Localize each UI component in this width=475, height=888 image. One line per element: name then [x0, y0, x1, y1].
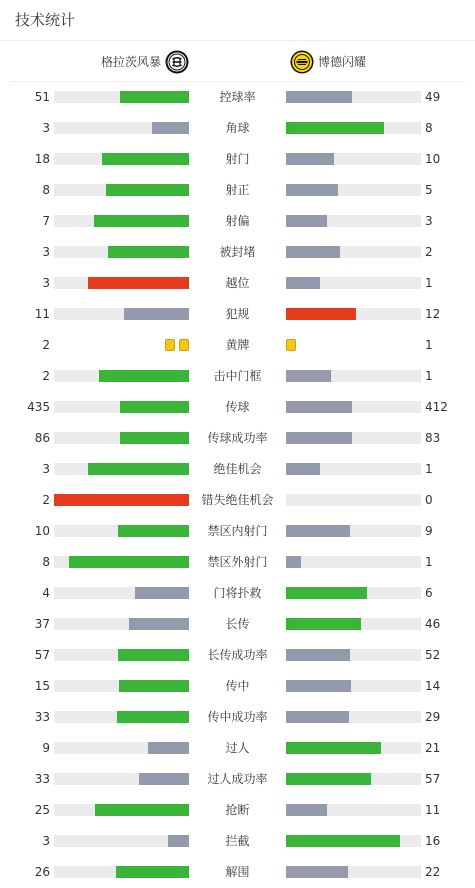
stat-label: 门将扑救: [213, 586, 262, 600]
away-stat-value: 0: [425, 493, 433, 507]
yellow-card-icon: [165, 339, 175, 351]
bodo-glimt-badge-icon: [290, 50, 314, 74]
away-stat-value: 12: [425, 307, 441, 321]
away-stat-bar: [286, 153, 421, 165]
home-stat-bar: [54, 680, 189, 692]
away-stat-bar-fill: [286, 370, 331, 382]
away-stat-value: 3: [425, 214, 433, 228]
home-stat-bar: [54, 804, 189, 816]
home-stat-value: 2: [42, 369, 50, 383]
away-stat-bar-fill: [286, 277, 320, 289]
home-stat-bar-fill: [99, 370, 189, 382]
home-stat-value: 3: [42, 276, 50, 290]
away-stat-bar-fill: [286, 587, 367, 599]
home-stat-bar-fill: [120, 91, 189, 103]
home-stat-bar: [54, 122, 189, 134]
stat-label: 禁区外射门: [207, 555, 268, 569]
away-stat-bar: [286, 401, 421, 413]
away-team[interactable]: [290, 48, 366, 76]
home-stat-bar-fill: [139, 773, 189, 785]
home-stat-value: 3: [42, 462, 50, 476]
away-stat-value: 83: [425, 431, 441, 445]
away-stat-bar: [286, 711, 421, 723]
stat-label: 角球: [225, 121, 250, 135]
away-stat-bar-fill: [286, 122, 384, 134]
home-stat-value: 15: [34, 679, 50, 693]
stat-row: [0, 454, 475, 485]
away-stat-bar-fill: [286, 742, 381, 754]
away-yellow-cards: [286, 339, 296, 351]
away-stat-bar: [286, 556, 421, 568]
stat-label: 传中成功率: [207, 710, 268, 724]
stat-label: 射正: [225, 183, 250, 197]
home-stat-bar: [54, 773, 189, 785]
away-stat-bar-fill: [286, 773, 371, 785]
stat-row: [0, 795, 475, 826]
home-stat-bar: [54, 184, 189, 196]
stat-label: 长传成功率: [207, 648, 268, 662]
away-stat-bar: [286, 184, 421, 196]
home-stat-bar-fill: [135, 587, 189, 599]
stat-label: 犯规: [225, 307, 250, 321]
away-stat-value: 1: [425, 555, 433, 569]
stat-row: [0, 423, 475, 454]
stat-label: 长传: [225, 617, 250, 631]
stat-label: 射偏: [225, 214, 250, 228]
home-stat-value: 51: [34, 90, 50, 104]
away-stat-bar-fill: [286, 525, 350, 537]
home-stat-value: 33: [34, 710, 50, 724]
stat-label: 控球率: [219, 90, 256, 104]
away-stat-bar: [286, 215, 421, 227]
away-stat-value: 29: [425, 710, 441, 724]
away-stat-bar-fill: [286, 153, 334, 165]
home-stat-value: 25: [34, 803, 50, 817]
home-stat-value: 3: [42, 834, 50, 848]
stat-label: 解围: [225, 865, 250, 879]
home-stat-bar: [54, 711, 189, 723]
home-stat-bar-fill: [124, 308, 189, 320]
home-stat-bar-fill: [54, 494, 189, 506]
away-stat-bar: [286, 122, 421, 134]
home-stat-bar-fill: [116, 866, 189, 878]
away-stat-value: 1: [425, 369, 433, 383]
home-stat-bar-fill: [152, 122, 189, 134]
away-stat-bar-fill: [286, 91, 352, 103]
home-stat-bar: [54, 835, 189, 847]
away-stat-bar-fill: [286, 246, 340, 258]
yellow-card-icon: [179, 339, 189, 351]
home-stat-bar-fill: [119, 680, 189, 692]
away-stat-bar: [286, 370, 421, 382]
stat-label: 传球: [225, 400, 250, 414]
away-stat-bar: [286, 587, 421, 599]
home-stat-bar-fill: [106, 184, 189, 196]
away-stat-value: 16: [425, 834, 441, 848]
home-stat-bar-fill: [129, 618, 189, 630]
home-stat-bar: [54, 494, 189, 506]
home-stat-bar-fill: [108, 246, 189, 258]
away-stat-value: 1: [425, 276, 433, 290]
home-stat-bar: [54, 432, 189, 444]
stat-row: [0, 206, 475, 237]
away-stat-bar: [286, 494, 421, 506]
away-stat-bar-fill: [286, 215, 327, 227]
stat-label: 越位: [225, 276, 250, 290]
home-stat-bar-fill: [118, 525, 189, 537]
stat-label: 黄牌: [225, 338, 250, 352]
away-stat-bar-fill: [286, 308, 356, 320]
away-team-name: 博德闪耀: [318, 55, 367, 69]
away-stat-bar: [286, 308, 421, 320]
stat-row: [0, 640, 475, 671]
home-stat-value: 10: [34, 524, 50, 538]
away-stat-bar: [286, 649, 421, 661]
away-stat-value: 1: [425, 338, 433, 352]
stat-row: [0, 702, 475, 733]
home-stat-bar: [54, 866, 189, 878]
home-stat-bar: [54, 556, 189, 568]
away-stat-value: 9: [425, 524, 433, 538]
stat-row: [0, 547, 475, 578]
home-stat-value: 9: [42, 741, 50, 755]
away-stat-bar-fill: [286, 649, 350, 661]
away-stat-value: 22: [425, 865, 441, 879]
away-stat-bar-fill: [286, 804, 327, 816]
away-stat-bar: [286, 773, 421, 785]
home-stat-bar: [54, 587, 189, 599]
stat-row: [0, 113, 475, 144]
stat-row: [0, 764, 475, 795]
home-stat-bar: [54, 215, 189, 227]
home-yellow-cards: [165, 339, 189, 351]
stat-label: 射门: [225, 152, 250, 166]
stat-row: [0, 857, 475, 888]
stat-row: [0, 330, 475, 361]
stat-row: [0, 485, 475, 516]
home-stat-value: 3: [42, 121, 50, 135]
home-stat-bar: [54, 525, 189, 537]
stat-label: 拦截: [225, 834, 250, 848]
away-stat-bar-fill: [286, 680, 351, 692]
page-title: 技术统计: [15, 11, 76, 29]
stat-label: 抢断: [225, 803, 250, 817]
home-stat-bar-fill: [118, 649, 189, 661]
stat-row: [0, 516, 475, 547]
away-stat-bar-fill: [286, 835, 400, 847]
away-stat-bar: [286, 804, 421, 816]
away-stat-bar: [286, 866, 421, 878]
home-team-name: 格拉茨风暴: [100, 55, 161, 69]
away-stat-bar-fill: [286, 184, 338, 196]
home-stat-bar: [54, 742, 189, 754]
stats-list: [0, 82, 475, 888]
home-stat-bar: [54, 401, 189, 413]
away-stat-value: 14: [425, 679, 441, 693]
home-stat-bar-fill: [102, 153, 189, 165]
away-stat-bar: [286, 680, 421, 692]
home-stat-bar: [54, 463, 189, 475]
home-stat-value: 2: [42, 338, 50, 352]
away-stat-bar-fill: [286, 556, 301, 568]
home-stat-value: 57: [34, 648, 50, 662]
away-stat-bar-fill: [286, 401, 352, 413]
away-stat-value: 5: [425, 183, 433, 197]
home-stat-value: 33: [34, 772, 50, 786]
away-stat-value: 49: [425, 90, 441, 104]
away-stat-value: 46: [425, 617, 441, 631]
stat-row: [0, 268, 475, 299]
away-stat-value: 2: [425, 245, 433, 259]
stat-label: 传球成功率: [207, 431, 268, 445]
away-stat-bar: [286, 525, 421, 537]
home-stat-bar-fill: [117, 711, 189, 723]
stat-row: [0, 609, 475, 640]
home-stat-bar-fill: [88, 463, 189, 475]
away-stat-bar: [286, 618, 421, 630]
away-stat-value: 11: [425, 803, 441, 817]
away-stat-bar: [286, 463, 421, 475]
home-stat-bar: [54, 277, 189, 289]
home-stat-value: 11: [34, 307, 50, 321]
stat-row: [0, 82, 475, 113]
stat-label: 绝佳机会: [213, 462, 262, 476]
stat-label: 禁区内射门: [207, 524, 268, 538]
away-stat-bar: [286, 277, 421, 289]
away-stat-value: 57: [425, 772, 441, 786]
away-stat-bar-fill: [286, 711, 349, 723]
away-stat-bar-fill: [286, 866, 348, 878]
home-stat-value: 8: [42, 183, 50, 197]
yellow-card-icon: [286, 339, 296, 351]
sturm-graz-badge-icon: [165, 50, 189, 74]
stat-row: [0, 392, 475, 423]
stat-row: [0, 733, 475, 764]
away-stat-bar: [286, 91, 421, 103]
away-stat-value: 21: [425, 741, 441, 755]
home-stat-bar-fill: [95, 804, 189, 816]
home-stat-bar-fill: [94, 215, 189, 227]
stat-row: [0, 578, 475, 609]
team-header: [0, 48, 475, 76]
stat-row: [0, 237, 475, 268]
home-stat-bar: [54, 370, 189, 382]
home-stat-value: 37: [34, 617, 50, 631]
away-stat-value: 8: [425, 121, 433, 135]
stat-row: [0, 671, 475, 702]
away-stat-bar: [286, 742, 421, 754]
away-stat-value: 1: [425, 462, 433, 476]
home-stat-value: 435: [27, 400, 50, 414]
home-stat-bar: [54, 649, 189, 661]
title-divider: [0, 40, 475, 41]
home-stat-value: 8: [42, 555, 50, 569]
stat-row: [0, 826, 475, 857]
home-stat-bar-fill: [168, 835, 189, 847]
stat-label: 传中: [225, 679, 250, 693]
away-stat-value: 52: [425, 648, 441, 662]
home-stat-bar: [54, 308, 189, 320]
home-stat-bar: [54, 153, 189, 165]
away-stat-bar-fill: [286, 618, 361, 630]
home-stat-value: 4: [42, 586, 50, 600]
stat-label: 击中门框: [213, 369, 262, 383]
home-stat-value: 86: [34, 431, 50, 445]
away-stat-value: 412: [425, 400, 448, 414]
stat-label: 过人成功率: [207, 772, 268, 786]
home-stat-value: 7: [42, 214, 50, 228]
home-stat-bar-fill: [120, 401, 189, 413]
home-stat-bar: [54, 618, 189, 630]
home-stat-bar-fill: [120, 432, 189, 444]
away-stat-value: 6: [425, 586, 433, 600]
away-stat-bar: [286, 246, 421, 258]
home-stat-bar-fill: [148, 742, 189, 754]
stat-label: 被封堵: [219, 245, 256, 259]
home-stat-bar: [54, 91, 189, 103]
away-stat-bar: [286, 432, 421, 444]
away-stat-bar-fill: [286, 463, 320, 475]
stat-label: 过人: [225, 741, 250, 755]
home-stat-bar: [54, 246, 189, 258]
away-stat-value: 10: [425, 152, 441, 166]
home-stat-bar-fill: [69, 556, 189, 568]
home-team[interactable]: [101, 48, 189, 76]
home-stat-value: 18: [34, 152, 50, 166]
away-stat-bar: [286, 835, 421, 847]
home-stat-bar-fill: [88, 277, 189, 289]
stat-row: [0, 144, 475, 175]
home-stat-value: 2: [42, 493, 50, 507]
stat-row: [0, 299, 475, 330]
stat-row: [0, 361, 475, 392]
stat-label: 错失绝佳机会: [201, 493, 274, 507]
home-stat-value: 26: [34, 865, 50, 879]
home-stat-value: 3: [42, 245, 50, 259]
away-stat-bar-fill: [286, 432, 352, 444]
stat-row: [0, 175, 475, 206]
